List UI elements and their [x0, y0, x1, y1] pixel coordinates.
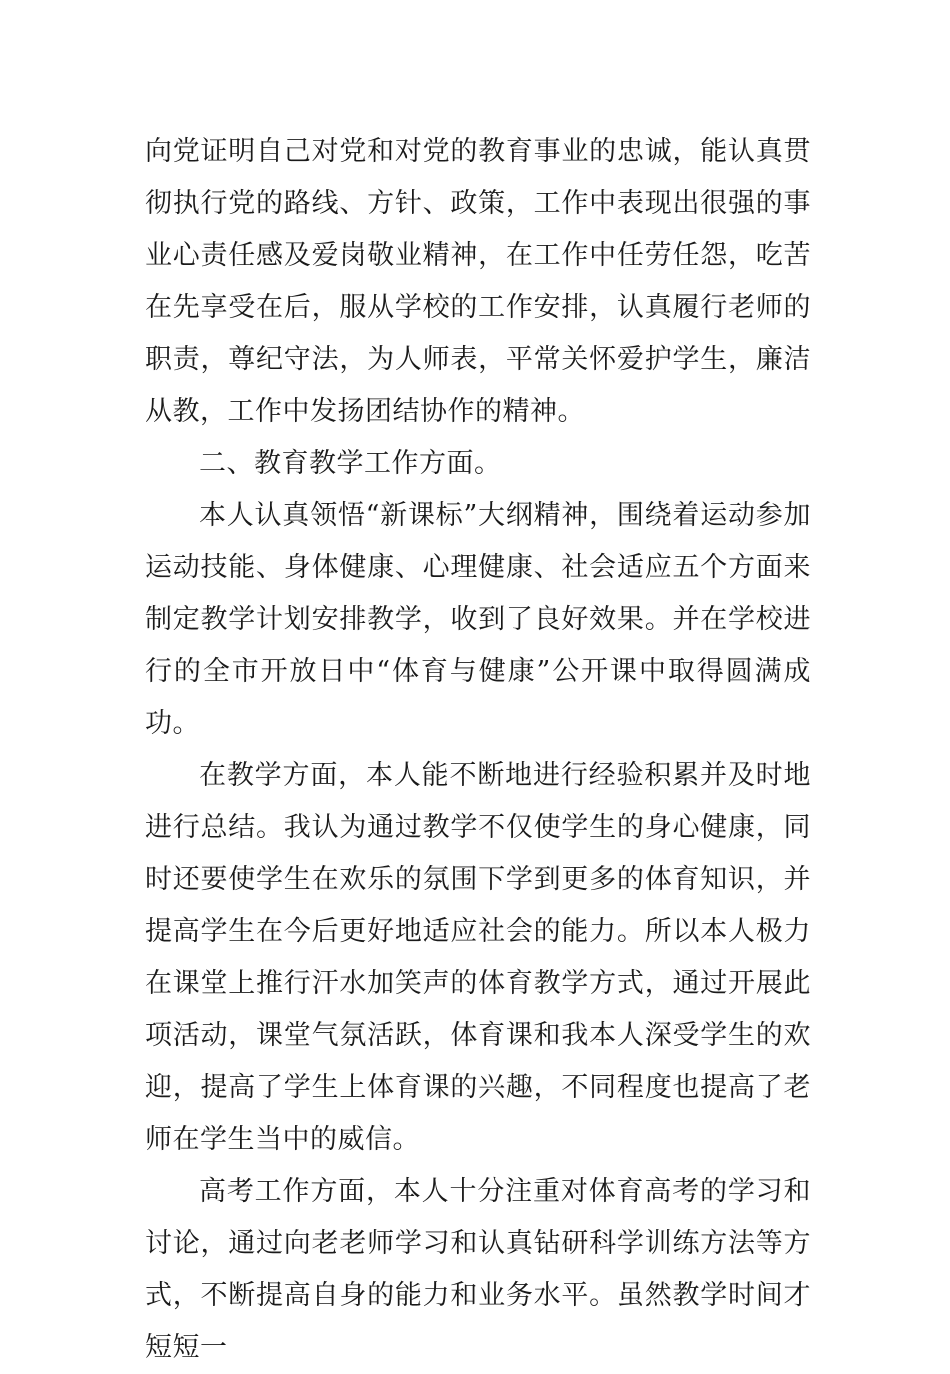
section-heading-teaching: 二、教育教学工作方面。 — [199, 448, 502, 479]
paragraph-curriculum: 本人认真领悟“新课标”大纲精神，围绕着运动参加运动技能、身体健康、心理健康、社会适应五个方面来制定教学计划安排教学，收到了良好效果。并在学校进行的全市开放日中“体育与健康”公开课中取得圆满成功。 — [145, 500, 811, 739]
paragraph-exam-work: 高考工作方面，本人十分注重对体育高考的学习和讨论，通过向老老师学习和认真钻研科学训练方法等方式，不断提高自身的能力和业务水平。虽然教学时间才短短一 — [145, 1176, 811, 1363]
paragraph-teaching-method: 在教学方面，本人能不断地进行经验积累并及时地进行总结。我认为通过教学不仅使学生的身心健康，同时还要使学生在欢乐的氛围下学到更多的体育知识，并提高学生在今后更好地适应社会的能力。所以本人极力在课堂上推行汗水加笑声的体育教学方式，通过开展此项活动，课堂气氛活跃，体育课和我本人深受学生的欢迎，提高了学生上体育课的兴趣，不同程度也提高了老师在学生当中的威信。 — [145, 760, 811, 1155]
document-body — [145, 126, 811, 1374]
paragraph-loyalty: 向党证明自己对党和对党的教育事业的忠诚，能认真贯彻执行党的路线、方针、政策，工作中表现出很强的事业心责任感及爱岗敬业精神，在工作中任劳任怨，吃苦在先享受在后，服从学校的工作安排，认真履行老师的职责，尊纪守法，为人师表，平常关怀爱护学生，廉洁从教，工作中发扬团结协作的精神。 — [145, 136, 811, 427]
